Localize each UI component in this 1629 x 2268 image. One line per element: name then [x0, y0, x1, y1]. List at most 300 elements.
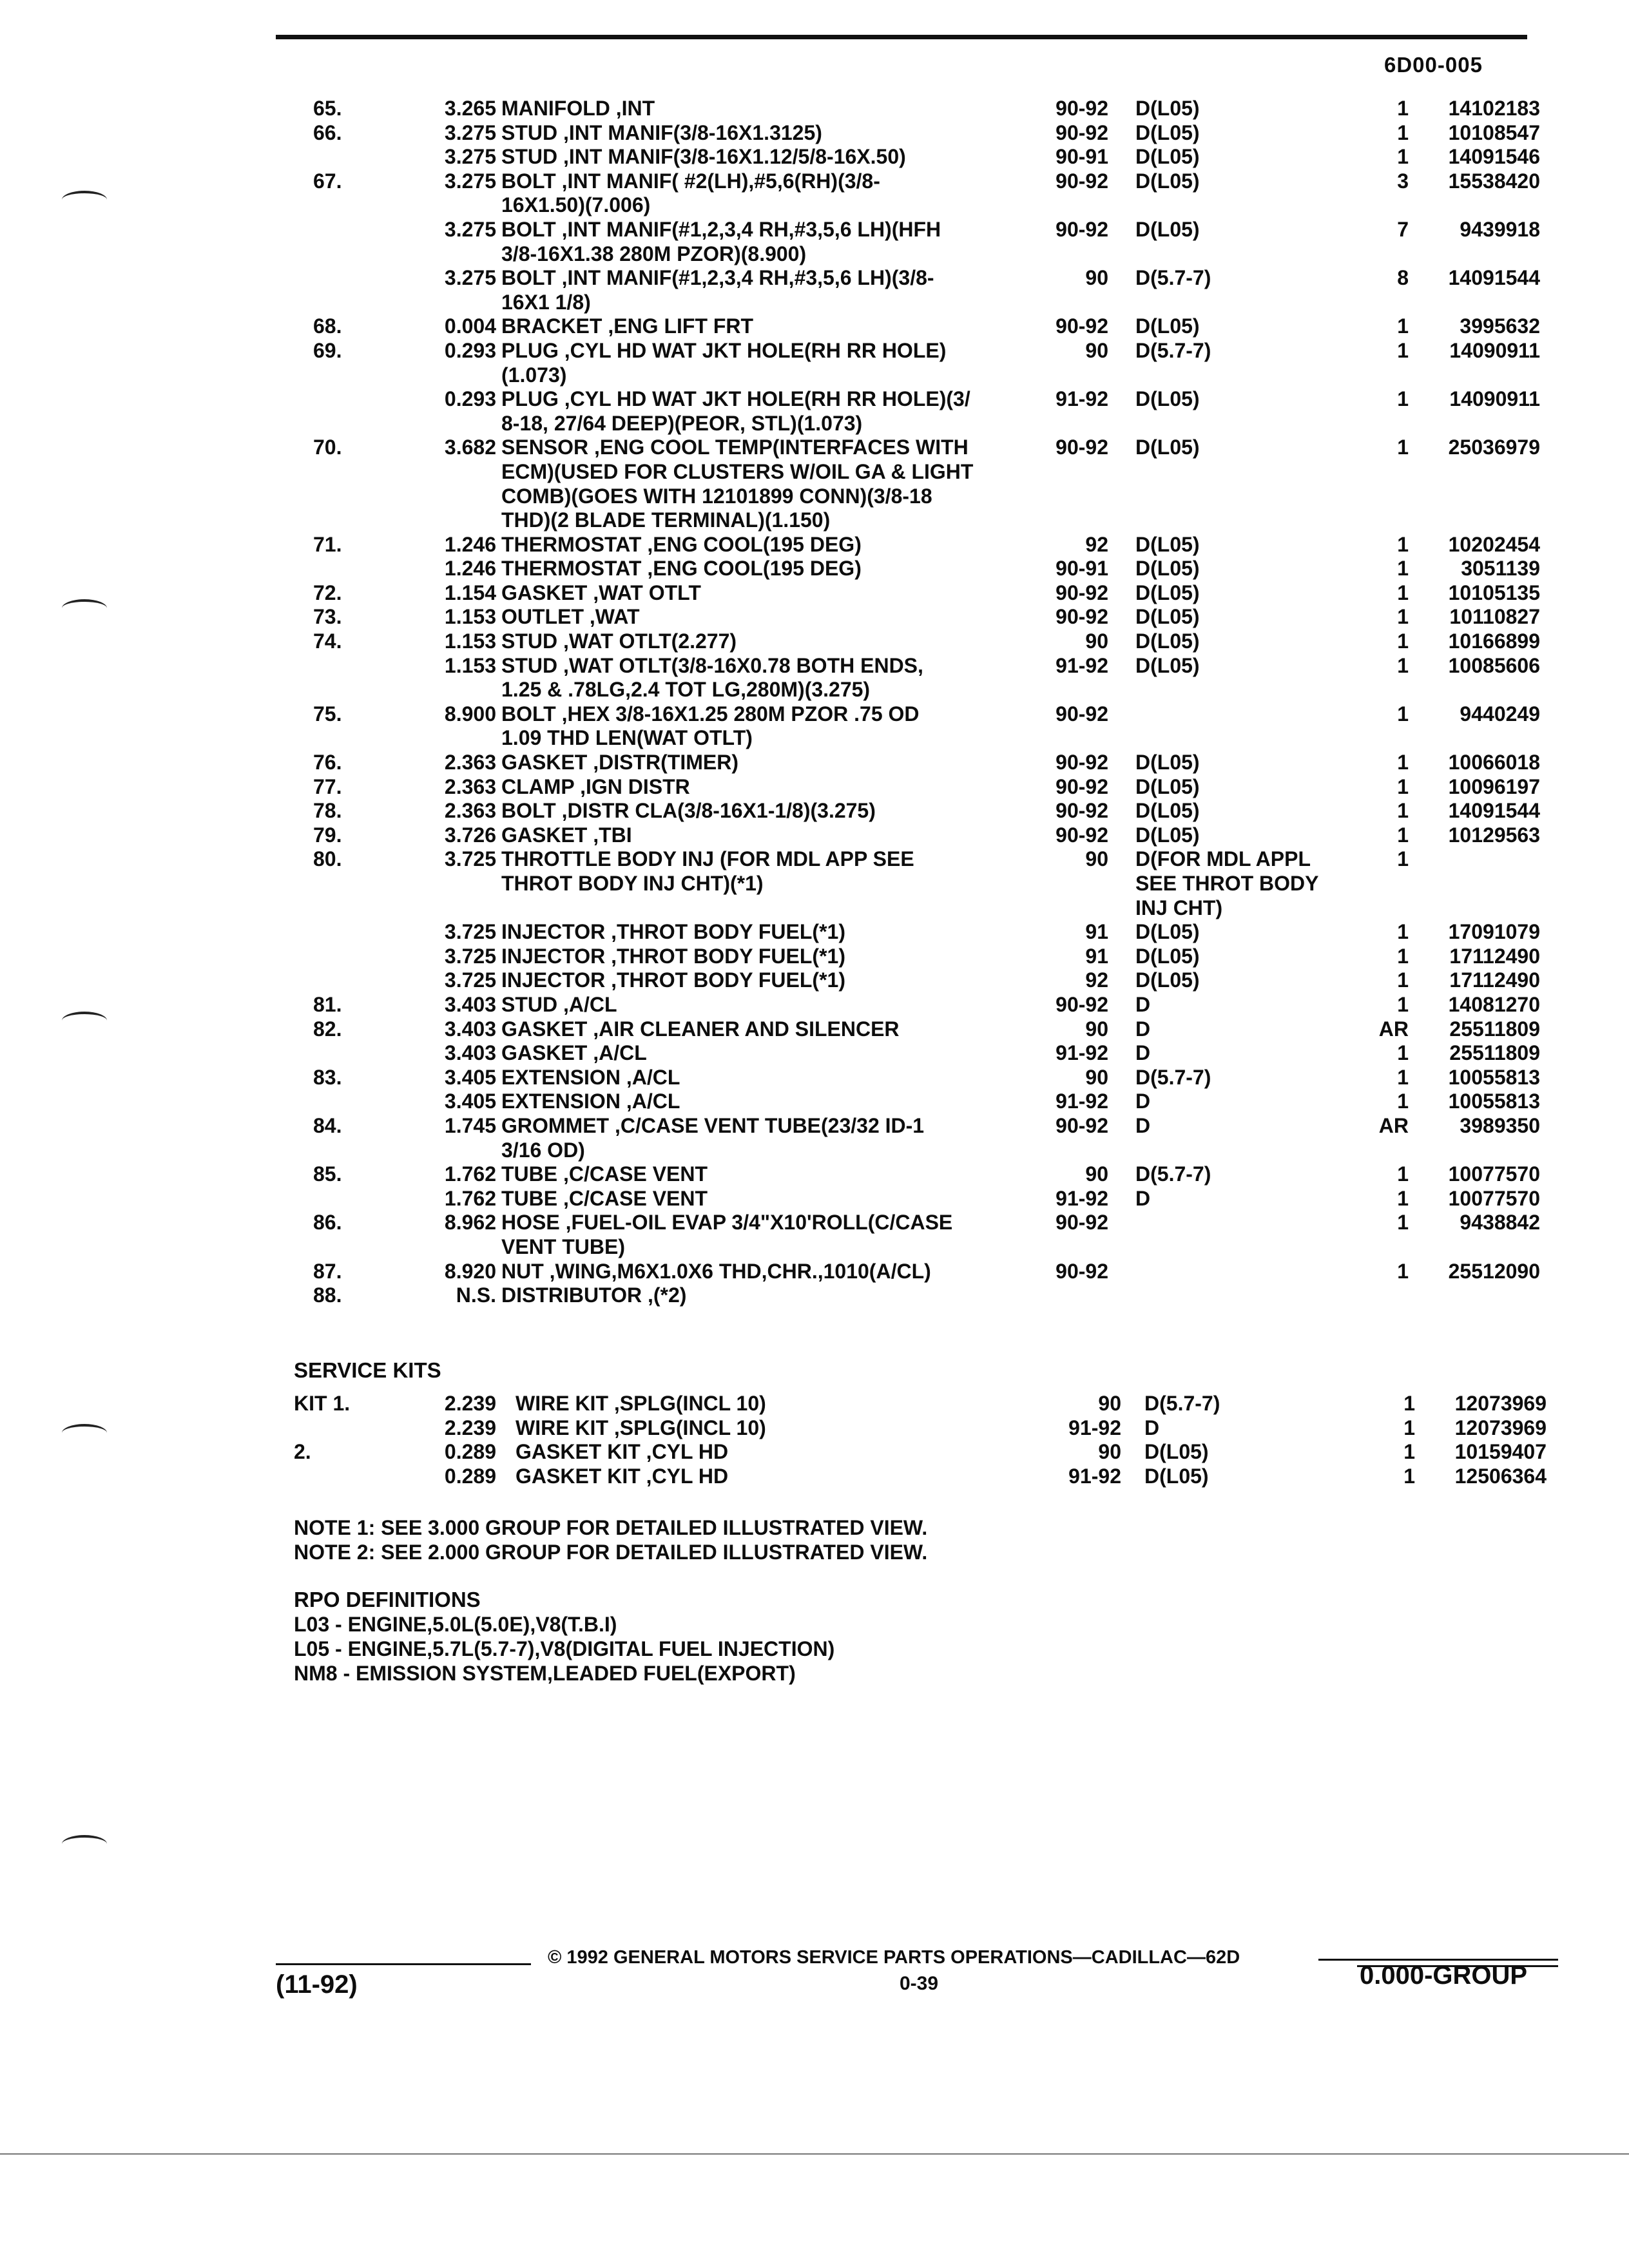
cell-qty: 1: [1397, 1186, 1409, 1210]
cell-yr: 91-92: [1055, 1041, 1108, 1065]
cell-qty: 1: [1397, 581, 1409, 604]
cell-grp: N.S.: [456, 1283, 496, 1307]
cell-yr: 90-92: [1055, 169, 1108, 193]
cell-desc: (1.073): [501, 363, 567, 387]
cell-qty: 1: [1403, 1440, 1415, 1464]
cell-grp: 1.246: [444, 532, 496, 556]
binder-hole-mark: [62, 599, 107, 617]
cell-pn: 14091544: [1448, 266, 1540, 290]
cell-desc: TUBE ,C/CASE VENT: [501, 1162, 708, 1186]
table-row: [0, 751, 1629, 775]
table-row: [0, 775, 1629, 800]
cell-yr: 90-92: [1055, 1211, 1108, 1235]
cell-yr: 90: [1085, 1162, 1108, 1186]
cell-ser: D(L05): [1144, 1440, 1209, 1464]
cell-grp: 1.762: [444, 1162, 496, 1186]
cell-yr: 90-92: [1055, 97, 1108, 120]
cell-ser: D(5.7-7): [1135, 338, 1211, 362]
cell-yr: 90-92: [1055, 120, 1108, 144]
cell-grp: 2.363: [444, 751, 496, 774]
cell-ser: D(L05): [1135, 581, 1200, 604]
cell-pn: 14090911: [1449, 387, 1540, 411]
cell-qty: 1: [1397, 605, 1409, 629]
cell-pn: 14091544: [1448, 799, 1540, 823]
cell-grp: 0.293: [444, 387, 496, 411]
cell-desc: INJECTOR ,THROT BODY FUEL(*1): [501, 920, 845, 944]
cell-pn: 14102183: [1448, 97, 1540, 120]
cell-desc: TUBE ,C/CASE VENT: [501, 1186, 708, 1210]
cell-yr: 90-92: [1055, 774, 1108, 798]
cell-grp: 1.745: [444, 1113, 496, 1137]
table-row: [0, 605, 1629, 629]
cell-desc: GASKET ,TBI: [501, 823, 632, 847]
table-row: [0, 1090, 1629, 1114]
cell-ser: D: [1135, 992, 1151, 1016]
cell-desc: BOLT ,INT MANIF(#1,2,3,4 RH,#3,5,6 LH)(3/8-: [501, 266, 934, 290]
cell-pn: 9439918: [1460, 217, 1540, 241]
table-row: [0, 1283, 1629, 1308]
table-row: [0, 339, 1629, 363]
cell-desc: STUD ,WAT OTLT(3/8-16X0.78 BOTH ENDS,: [501, 653, 923, 677]
cell-pn: 14091546: [1448, 145, 1540, 169]
table-row: [0, 557, 1629, 581]
cell-item: 73.: [313, 605, 342, 629]
cell-desc: EXTENSION ,A/CL: [501, 1090, 680, 1113]
cell-ser: D(L05): [1135, 145, 1200, 169]
cell-ser: SEE THROT BODY: [1135, 872, 1319, 895]
cell-item: 70.: [313, 436, 342, 459]
cell-pn: 9438842: [1460, 1211, 1540, 1235]
cell-pn: 10105135: [1448, 581, 1540, 604]
cell-qty: AR: [1378, 1113, 1409, 1137]
binder-hole-mark: [62, 1012, 107, 1030]
cell-grp: 8.900: [444, 702, 496, 726]
cell-desc: GASKET KIT ,CYL HD: [516, 1464, 729, 1488]
cell-yr: 90-92: [1055, 605, 1108, 629]
cell-desc: 16X1.50)(7.006): [501, 193, 651, 217]
cell-item: 78.: [313, 799, 342, 823]
cell-desc: GROMMET ,C/CASE VENT TUBE(23/32 ID-1: [501, 1113, 925, 1137]
cell-qty: 1: [1397, 968, 1409, 992]
cell-grp: 3.403: [444, 1017, 496, 1041]
cell-pn: 10096197: [1448, 774, 1540, 798]
cell-item: 71.: [313, 532, 342, 556]
table-row: [0, 968, 1629, 993]
cell-ser: D: [1135, 1113, 1151, 1137]
cell-desc: BOLT ,INT MANIF(#1,2,3,4 RH,#3,5,6 LH)(HFH: [501, 217, 941, 241]
cell-ser: D(L05): [1135, 944, 1200, 968]
cell-desc: OUTLET ,WAT: [501, 605, 640, 629]
cell-pn: 10129563: [1448, 823, 1540, 847]
cell-qty: 1: [1397, 436, 1409, 459]
cell-grp: 3.725: [444, 944, 496, 968]
cell-qty: 1: [1397, 97, 1409, 120]
cell-qty: AR: [1378, 1017, 1409, 1041]
cell-ser: D(L05): [1135, 97, 1200, 120]
cell-item: 75.: [313, 702, 342, 726]
cell-yr: 90-91: [1055, 145, 1108, 169]
cell-grp: 3.275: [444, 169, 496, 193]
table-row: [0, 314, 1629, 339]
cell-item: 82.: [313, 1017, 342, 1041]
binder-hole-mark: [62, 1424, 107, 1442]
cell-desc: INJECTOR ,THROT BODY FUEL(*1): [501, 944, 845, 968]
cell-grp: 3.275: [444, 266, 496, 290]
cell-ser: D(5.7-7): [1135, 1162, 1211, 1186]
cell-ser: D(5.7-7): [1135, 1065, 1211, 1089]
cell-ser: D(L05): [1135, 217, 1200, 241]
cell-pn: 10055813: [1448, 1090, 1540, 1113]
cell-pn: 12506364: [1454, 1464, 1547, 1488]
table-row: [0, 121, 1629, 146]
cell-yr: 90: [1085, 338, 1108, 362]
cell-item: 68.: [313, 314, 342, 338]
cell-yr: 92: [1085, 968, 1108, 992]
cell-item: 76.: [313, 751, 342, 774]
cell-qty: 1: [1397, 387, 1409, 411]
table-row: [0, 896, 1629, 921]
cell-pn: 10055813: [1448, 1065, 1540, 1089]
table-row: [0, 242, 1629, 267]
footer-rule-right: [1318, 1959, 1558, 1961]
cell-pn: 10110827: [1449, 605, 1540, 629]
cell-grp: 3.403: [444, 992, 496, 1016]
cell-pn: 10077570: [1448, 1186, 1540, 1210]
cell-qty: 1: [1397, 920, 1409, 944]
cell-yr: 90: [1085, 629, 1108, 653]
cell-desc: 1.09 THD LEN(WAT OTLT): [501, 726, 753, 750]
table-row: [0, 485, 1629, 509]
cell-qty: 8: [1397, 266, 1409, 290]
cell-grp: 3.275: [444, 145, 496, 169]
cell-desc: NUT ,WING,M6X1.0X6 THD,CHR.,1010(A/CL): [501, 1259, 931, 1283]
cell-desc: GASKET ,DISTR(TIMER): [501, 751, 738, 774]
cell-pn: 12073969: [1454, 1416, 1547, 1439]
cell-ser: D(L05): [1135, 968, 1200, 992]
footer-rule-left: [276, 1963, 531, 1965]
table-row: [0, 581, 1629, 606]
cell-qty: 1: [1397, 1041, 1409, 1065]
cell-desc: VENT TUBE): [501, 1235, 625, 1258]
table-row: [0, 460, 1629, 485]
table-row: [0, 412, 1629, 436]
table-row: [0, 169, 1629, 194]
cell-qty: 1: [1397, 1259, 1409, 1283]
cell-grp: 1.153: [444, 653, 496, 677]
cell-pn: 14090911: [1449, 338, 1540, 362]
cell-grp: 0.289: [444, 1464, 496, 1488]
cell-ser: D(L05): [1135, 169, 1200, 193]
cell-pn: 17112490: [1449, 944, 1540, 968]
table-row: [0, 1041, 1629, 1066]
cell-item: 2.: [294, 1440, 311, 1464]
table-row: [0, 291, 1629, 315]
cell-desc: THROTTLE BODY INJ (FOR MDL APP SEE: [501, 847, 914, 871]
cell-pn: 9440249: [1460, 702, 1540, 726]
table-row: [0, 1440, 1629, 1465]
table-row: [0, 920, 1629, 945]
table-row: [0, 1139, 1629, 1163]
service-kits-list: [0, 1392, 1629, 1488]
table-row: [0, 1066, 1629, 1090]
cell-yr: 90-92: [1055, 799, 1108, 823]
cell-ser: D(L05): [1135, 532, 1200, 556]
cell-grp: 1.762: [444, 1186, 496, 1210]
cell-grp: 1.246: [444, 557, 496, 581]
cell-desc: THROT BODY INJ CHT)(*1): [501, 872, 764, 895]
cell-grp: 1.153: [444, 605, 496, 629]
cell-desc: ECM)(USED FOR CLUSTERS W/OIL GA & LIGHT: [501, 459, 974, 483]
cell-ser: D(L05): [1135, 751, 1200, 774]
cell-grp: 3.275: [444, 120, 496, 144]
rpo-definitions: [294, 1588, 834, 1686]
cell-pn: 12073969: [1454, 1392, 1547, 1415]
cell-qty: 1: [1397, 532, 1409, 556]
table-row: [0, 799, 1629, 823]
cell-ser: D(L05): [1135, 799, 1200, 823]
cell-yr: 90-92: [1055, 702, 1108, 726]
cell-qty: 1: [1397, 1211, 1409, 1235]
cell-desc: 1.25 & .78LG,2.4 TOT LG,280M)(3.275): [501, 678, 871, 702]
cell-yr: 90: [1085, 847, 1108, 871]
cell-yr: 90-92: [1055, 992, 1108, 1016]
cell-grp: 3.725: [444, 920, 496, 944]
cell-ser: D(L05): [1135, 629, 1200, 653]
cell-desc: BRACKET ,ENG LIFT FRT: [501, 314, 754, 338]
cell-item: 79.: [313, 823, 342, 847]
cell-desc: THERMOSTAT ,ENG COOL(195 DEG): [501, 557, 862, 581]
table-row: [0, 1465, 1629, 1489]
cell-grp: 0.289: [444, 1440, 496, 1464]
cell-yr: 90-92: [1055, 314, 1108, 338]
cell-ser: D(L05): [1135, 387, 1200, 411]
cell-pn: 25036979: [1448, 436, 1540, 459]
cell-item: 80.: [313, 847, 342, 871]
cell-qty: 1: [1403, 1392, 1415, 1415]
cell-yr: 91-92: [1055, 387, 1108, 411]
table-row: [0, 1187, 1629, 1211]
cell-item: 74.: [313, 629, 342, 653]
table-row: [0, 266, 1629, 291]
cell-item: KIT 1.: [294, 1392, 351, 1415]
footer-copyright: © 1992 GENERAL MOTORS SERVICE PARTS OPERATIONS—CADILLAC—62D: [548, 1947, 1240, 1968]
cell-grp: 2.363: [444, 799, 496, 823]
cell-item: 86.: [313, 1211, 342, 1235]
cell-item: 65.: [313, 97, 342, 120]
cell-desc: GASKET ,AIR CLEANER AND SILENCER: [501, 1017, 900, 1041]
cell-qty: 1: [1397, 120, 1409, 144]
cell-item: 72.: [313, 581, 342, 604]
cell-item: 85.: [313, 1162, 342, 1186]
cell-qty: 3: [1397, 169, 1409, 193]
cell-desc: 8-18, 27/64 DEEP)(PEOR, STL)(1.073): [501, 411, 863, 435]
cell-desc: COMB)(GOES WITH 12101899 CONN)(3/8-18: [501, 484, 932, 508]
cell-desc: THD)(2 BLADE TERMINAL)(1.150): [501, 508, 831, 532]
cell-qty: 1: [1397, 1065, 1409, 1089]
cell-item: 88.: [313, 1283, 342, 1307]
cell-item: 81.: [313, 992, 342, 1016]
table-row: [0, 993, 1629, 1017]
cell-pn: 10085606: [1448, 653, 1540, 677]
cell-yr: 91-92: [1068, 1464, 1121, 1488]
cell-item: 87.: [313, 1259, 342, 1283]
table-row: [0, 218, 1629, 242]
cell-yr: 90: [1098, 1440, 1121, 1464]
cell-desc: CLAMP ,IGN DISTR: [501, 774, 690, 798]
cell-yr: 90: [1098, 1392, 1121, 1415]
cell-yr: 91: [1085, 920, 1108, 944]
cell-yr: 90-92: [1055, 217, 1108, 241]
cell-grp: 2.363: [444, 774, 496, 798]
cell-grp: 1.153: [444, 629, 496, 653]
table-row: [0, 387, 1629, 412]
cell-desc: GASKET KIT ,CYL HD: [516, 1440, 729, 1464]
cell-qty: 1: [1403, 1464, 1415, 1488]
cell-yr: 90-92: [1055, 436, 1108, 459]
cell-yr: 90-92: [1055, 1259, 1108, 1283]
cell-ser: D: [1135, 1017, 1151, 1041]
cell-ser: D: [1135, 1090, 1151, 1113]
cell-yr: 91-92: [1055, 1090, 1108, 1113]
table-row: [0, 1416, 1629, 1441]
cell-yr: 91-92: [1055, 653, 1108, 677]
cell-pn: 15538420: [1448, 169, 1540, 193]
cell-desc: EXTENSION ,A/CL: [501, 1065, 680, 1089]
cell-qty: 1: [1397, 702, 1409, 726]
cell-grp: 3.265: [444, 97, 496, 120]
cell-yr: 90-92: [1055, 823, 1108, 847]
cell-pn: 17112490: [1449, 968, 1540, 992]
table-row: [0, 945, 1629, 969]
cell-pn: 10166899: [1448, 629, 1540, 653]
note-1: NOTE 1: SEE 3.000 GROUP FOR DETAILED ILLUSTRATED VIEW.: [294, 1516, 928, 1539]
cell-desc: STUD ,A/CL: [501, 992, 617, 1016]
table-row: [0, 678, 1629, 702]
cell-ser: D(5.7-7): [1135, 266, 1211, 290]
cell-qty: 1: [1397, 847, 1409, 871]
cell-grp: 2.239: [444, 1392, 496, 1415]
cell-ser: D(L05): [1135, 605, 1200, 629]
cell-pn: 14081270: [1448, 992, 1540, 1016]
cell-item: 83.: [313, 1065, 342, 1089]
cell-ser: D(L05): [1135, 653, 1200, 677]
cell-desc: BOLT ,DISTR CLA(3/8-16X1-1/8)(3.275): [501, 799, 876, 823]
table-row: [0, 1392, 1629, 1416]
cell-qty: 1: [1403, 1416, 1415, 1439]
cell-ser: D(L05): [1135, 314, 1200, 338]
cell-desc: PLUG ,CYL HD WAT JKT HOLE(RH RR HOLE): [501, 338, 947, 362]
cell-ser: D(L05): [1135, 774, 1200, 798]
cell-ser: D(L05): [1135, 557, 1200, 581]
cell-ser: D(L05): [1135, 436, 1200, 459]
cell-qty: 1: [1397, 314, 1409, 338]
cell-ser: D(L05): [1135, 823, 1200, 847]
cell-grp: 0.004: [444, 314, 496, 338]
cell-qty: 1: [1397, 629, 1409, 653]
table-row: [0, 145, 1629, 169]
cell-desc: STUD ,WAT OTLT(2.277): [501, 629, 737, 653]
document-code: 6D00-005: [1384, 53, 1483, 77]
cell-grp: 3.275: [444, 217, 496, 241]
cell-yr: 90-92: [1055, 751, 1108, 774]
table-row: [0, 872, 1629, 896]
cell-desc: PLUG ,CYL HD WAT JKT HOLE(RH RR HOLE)(3/: [501, 387, 970, 411]
cell-qty: 1: [1397, 751, 1409, 774]
cell-item: 69.: [313, 338, 342, 362]
binder-hole-mark: [62, 191, 107, 209]
cell-pn: 25511809: [1449, 1017, 1540, 1041]
cell-grp: 0.293: [444, 338, 496, 362]
table-row: [0, 847, 1629, 872]
cell-item: 77.: [313, 774, 342, 798]
cell-yr: 90: [1085, 1017, 1108, 1041]
cell-desc: GASKET ,WAT OTLT: [501, 581, 701, 604]
cell-qty: 1: [1397, 944, 1409, 968]
footer-page-number: 0-39: [900, 1973, 939, 1994]
cell-desc: 3/8-16X1.38 280M PZOR)(8.900): [501, 242, 807, 265]
cell-pn: 10159407: [1454, 1440, 1547, 1464]
cell-grp: 3.725: [444, 968, 496, 992]
cell-pn: 3995632: [1460, 314, 1540, 338]
cell-qty: 1: [1397, 557, 1409, 581]
cell-ser: D: [1135, 1041, 1151, 1065]
rpo-title: RPO DEFINITIONS: [294, 1588, 481, 1611]
table-row: [0, 533, 1629, 557]
cell-desc: THERMOSTAT ,ENG COOL(195 DEG): [501, 532, 862, 556]
cell-yr: 90-92: [1055, 1113, 1108, 1137]
cell-ser: INJ CHT): [1135, 896, 1223, 919]
cell-ser: D: [1144, 1416, 1160, 1439]
cell-desc: 3/16 OD): [501, 1138, 585, 1162]
cell-pn: 10077570: [1448, 1162, 1540, 1186]
cell-ser: D(L05): [1144, 1464, 1209, 1488]
cell-desc: MANIFOLD ,INT: [501, 97, 655, 120]
cell-ser: D(5.7-7): [1144, 1392, 1220, 1415]
table-row: [0, 1235, 1629, 1260]
table-row: [0, 363, 1629, 388]
cell-ser: D: [1135, 1186, 1151, 1210]
cell-qty: 1: [1397, 774, 1409, 798]
cell-ser: D(FOR MDL APPL: [1135, 847, 1311, 871]
cell-grp: 3.725: [444, 847, 496, 871]
cell-grp: 3.726: [444, 823, 496, 847]
cell-yr: 90-91: [1055, 557, 1108, 581]
cell-pn: 3051139: [1461, 557, 1540, 581]
cell-qty: 7: [1397, 217, 1409, 241]
table-row: [0, 1260, 1629, 1284]
cell-qty: 1: [1397, 992, 1409, 1016]
cell-grp: 3.405: [444, 1065, 496, 1089]
cell-grp: 3.405: [444, 1090, 496, 1113]
cell-qty: 1: [1397, 653, 1409, 677]
cell-qty: 1: [1397, 145, 1409, 169]
cell-qty: 1: [1397, 1090, 1409, 1113]
cell-qty: 1: [1397, 823, 1409, 847]
cell-yr: 91-92: [1068, 1416, 1121, 1439]
cell-grp: 3.403: [444, 1041, 496, 1065]
cell-yr: 92: [1085, 532, 1108, 556]
cell-yr: 91-92: [1055, 1186, 1108, 1210]
cell-desc: HOSE ,FUEL-OIL EVAP 3/4"X10'ROLL(C/CASE: [501, 1211, 953, 1235]
cell-desc: GASKET ,A/CL: [501, 1041, 647, 1065]
cell-item: 66.: [313, 120, 342, 144]
cell-desc: BOLT ,HEX 3/8-16X1.25 280M PZOR .75 OD: [501, 702, 920, 726]
service-kits-heading: SERVICE KITS: [294, 1358, 441, 1382]
cell-pn: 3989350: [1460, 1113, 1540, 1137]
cell-qty: 1: [1397, 799, 1409, 823]
note-2: NOTE 2: SEE 2.000 GROUP FOR DETAILED ILLUSTRATED VIEW.: [294, 1541, 928, 1564]
cell-qty: 1: [1397, 1162, 1409, 1186]
